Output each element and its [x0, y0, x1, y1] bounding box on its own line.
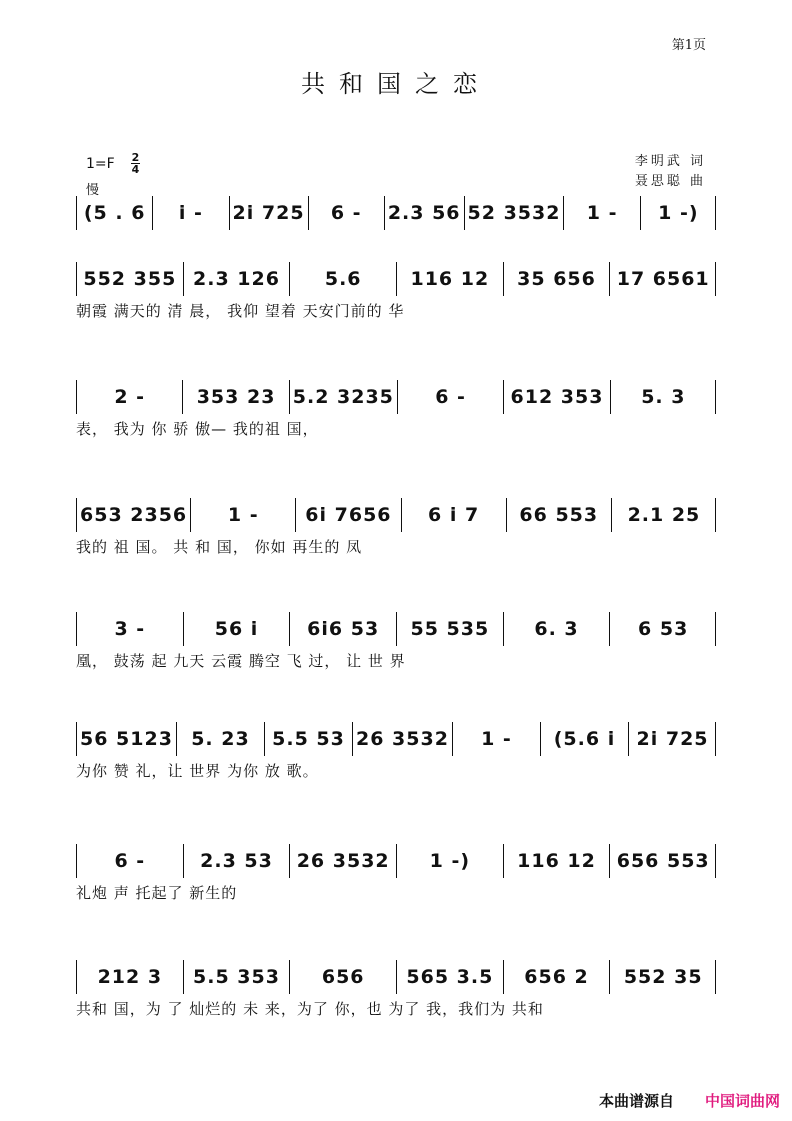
measure: 116 12 [397, 262, 504, 296]
footer-source-label: 本曲谱源自 [598, 1092, 674, 1110]
measure: (5 . 6 [77, 196, 153, 230]
measure: 55 535 [397, 612, 504, 646]
score-system [76, 196, 716, 234]
notes-row [76, 722, 716, 756]
measure: 2.3 53 [184, 844, 291, 878]
measure: 5. 3 [641, 386, 686, 408]
measure: 2i 725 [230, 196, 309, 230]
lyricist: 李明武 词 [634, 154, 706, 169]
measure: 212 3 [77, 960, 184, 994]
measure: 1 - [564, 196, 640, 230]
measure: 565 3.5 [397, 960, 504, 994]
measure: 6 53 [638, 618, 689, 640]
time-top: 2 [131, 151, 140, 164]
measure: 52 3532 [465, 196, 565, 230]
lyric-line: 表， 我为 你 骄 傲— 我的祖 国， [76, 420, 319, 438]
lyric-line: 我的 祖 国。 共 和 国， 你如 再生的 凤 [76, 538, 363, 556]
measure: 5.2 3235 [290, 380, 398, 414]
tempo-marking: 慢 [86, 183, 100, 198]
measure: 56 i [184, 612, 291, 646]
measure: 5.5 353 [184, 960, 291, 994]
measure: 656 553 [616, 850, 710, 872]
notes-row [76, 262, 716, 296]
measure: 552 355 [77, 262, 184, 296]
credits [635, 152, 706, 192]
measure: 2.3 56 [385, 196, 465, 230]
measure: 2.3 126 [184, 262, 291, 296]
measure: 656 2 [504, 960, 611, 994]
measure: 1 - [453, 722, 541, 756]
measure: (5.6 i [541, 722, 629, 756]
measure: 6. 3 [504, 612, 611, 646]
measure: 116 12 [504, 844, 611, 878]
measure: i - [153, 196, 229, 230]
measure: 66 553 [507, 498, 612, 532]
measure: 2 - [77, 380, 183, 414]
footer-site-link[interactable]: 中国词曲网 [704, 1092, 780, 1110]
measure: 6 - [309, 196, 385, 230]
measure: 653 2356 [77, 498, 191, 532]
page-number: 第1页 [671, 38, 706, 53]
measure: 552 35 [623, 966, 703, 988]
lyric-line: 朝霞 满天的 清 晨， 我仰 望着 天安门前的 华 [76, 302, 405, 320]
notes-row [76, 380, 716, 414]
measure: 5.6 [290, 262, 397, 296]
measure: 5. 23 [177, 722, 265, 756]
measure: 5.5 53 [265, 722, 353, 756]
measure: 1 - [191, 498, 296, 532]
measure: 56 5123 [77, 722, 177, 756]
measure: 1 -) [658, 202, 699, 224]
score-system [76, 262, 716, 321]
time-bottom: 4 [131, 163, 140, 176]
notes-row [76, 844, 716, 878]
notes-row [76, 960, 716, 994]
song-title: 共和国之恋 [301, 70, 491, 98]
notes-row [76, 612, 716, 646]
measure: 26 3532 [290, 844, 397, 878]
measure: 6i 7656 [296, 498, 401, 532]
measure: 656 [290, 960, 397, 994]
measure: 6 - [77, 844, 184, 878]
measure: 26 3532 [353, 722, 453, 756]
notes-row [76, 498, 716, 532]
measure: 3 - [77, 612, 184, 646]
measure: 612 353 [504, 380, 610, 414]
score-system [76, 612, 716, 671]
composer: 聂思聪 曲 [634, 174, 706, 189]
measure: 6 - [398, 380, 504, 414]
measure: 2.1 25 [627, 504, 701, 526]
measure: 17 6561 [616, 268, 710, 290]
score-system [76, 960, 716, 1019]
measure: 35 656 [504, 262, 611, 296]
measure: 2i 725 [636, 728, 709, 750]
measure: 1 -) [397, 844, 504, 878]
score-system [76, 844, 716, 903]
measure: 6 i 7 [402, 498, 507, 532]
key-signature: 1=F [86, 156, 115, 172]
score-system [76, 722, 716, 781]
score-system [76, 380, 716, 439]
measure: 6i6 53 [290, 612, 397, 646]
lyric-line: 为你 赞 礼，让 世界 为你 放 歌。 [76, 762, 319, 780]
score-system [76, 498, 716, 557]
lyric-line: 礼炮 声 托起了 新生的 [76, 884, 238, 902]
time-signature [131, 152, 140, 175]
measure: 353 23 [183, 380, 289, 414]
notes-row [76, 196, 716, 230]
lyric-line: 凰， 鼓荡 起 九天 云霞 腾空 飞 过， 让 世 界 [76, 652, 406, 670]
lyric-line: 共和 国，为 了 灿烂的 未 来，为了 你，也 为了 我，我们为 共和 [76, 1000, 544, 1018]
